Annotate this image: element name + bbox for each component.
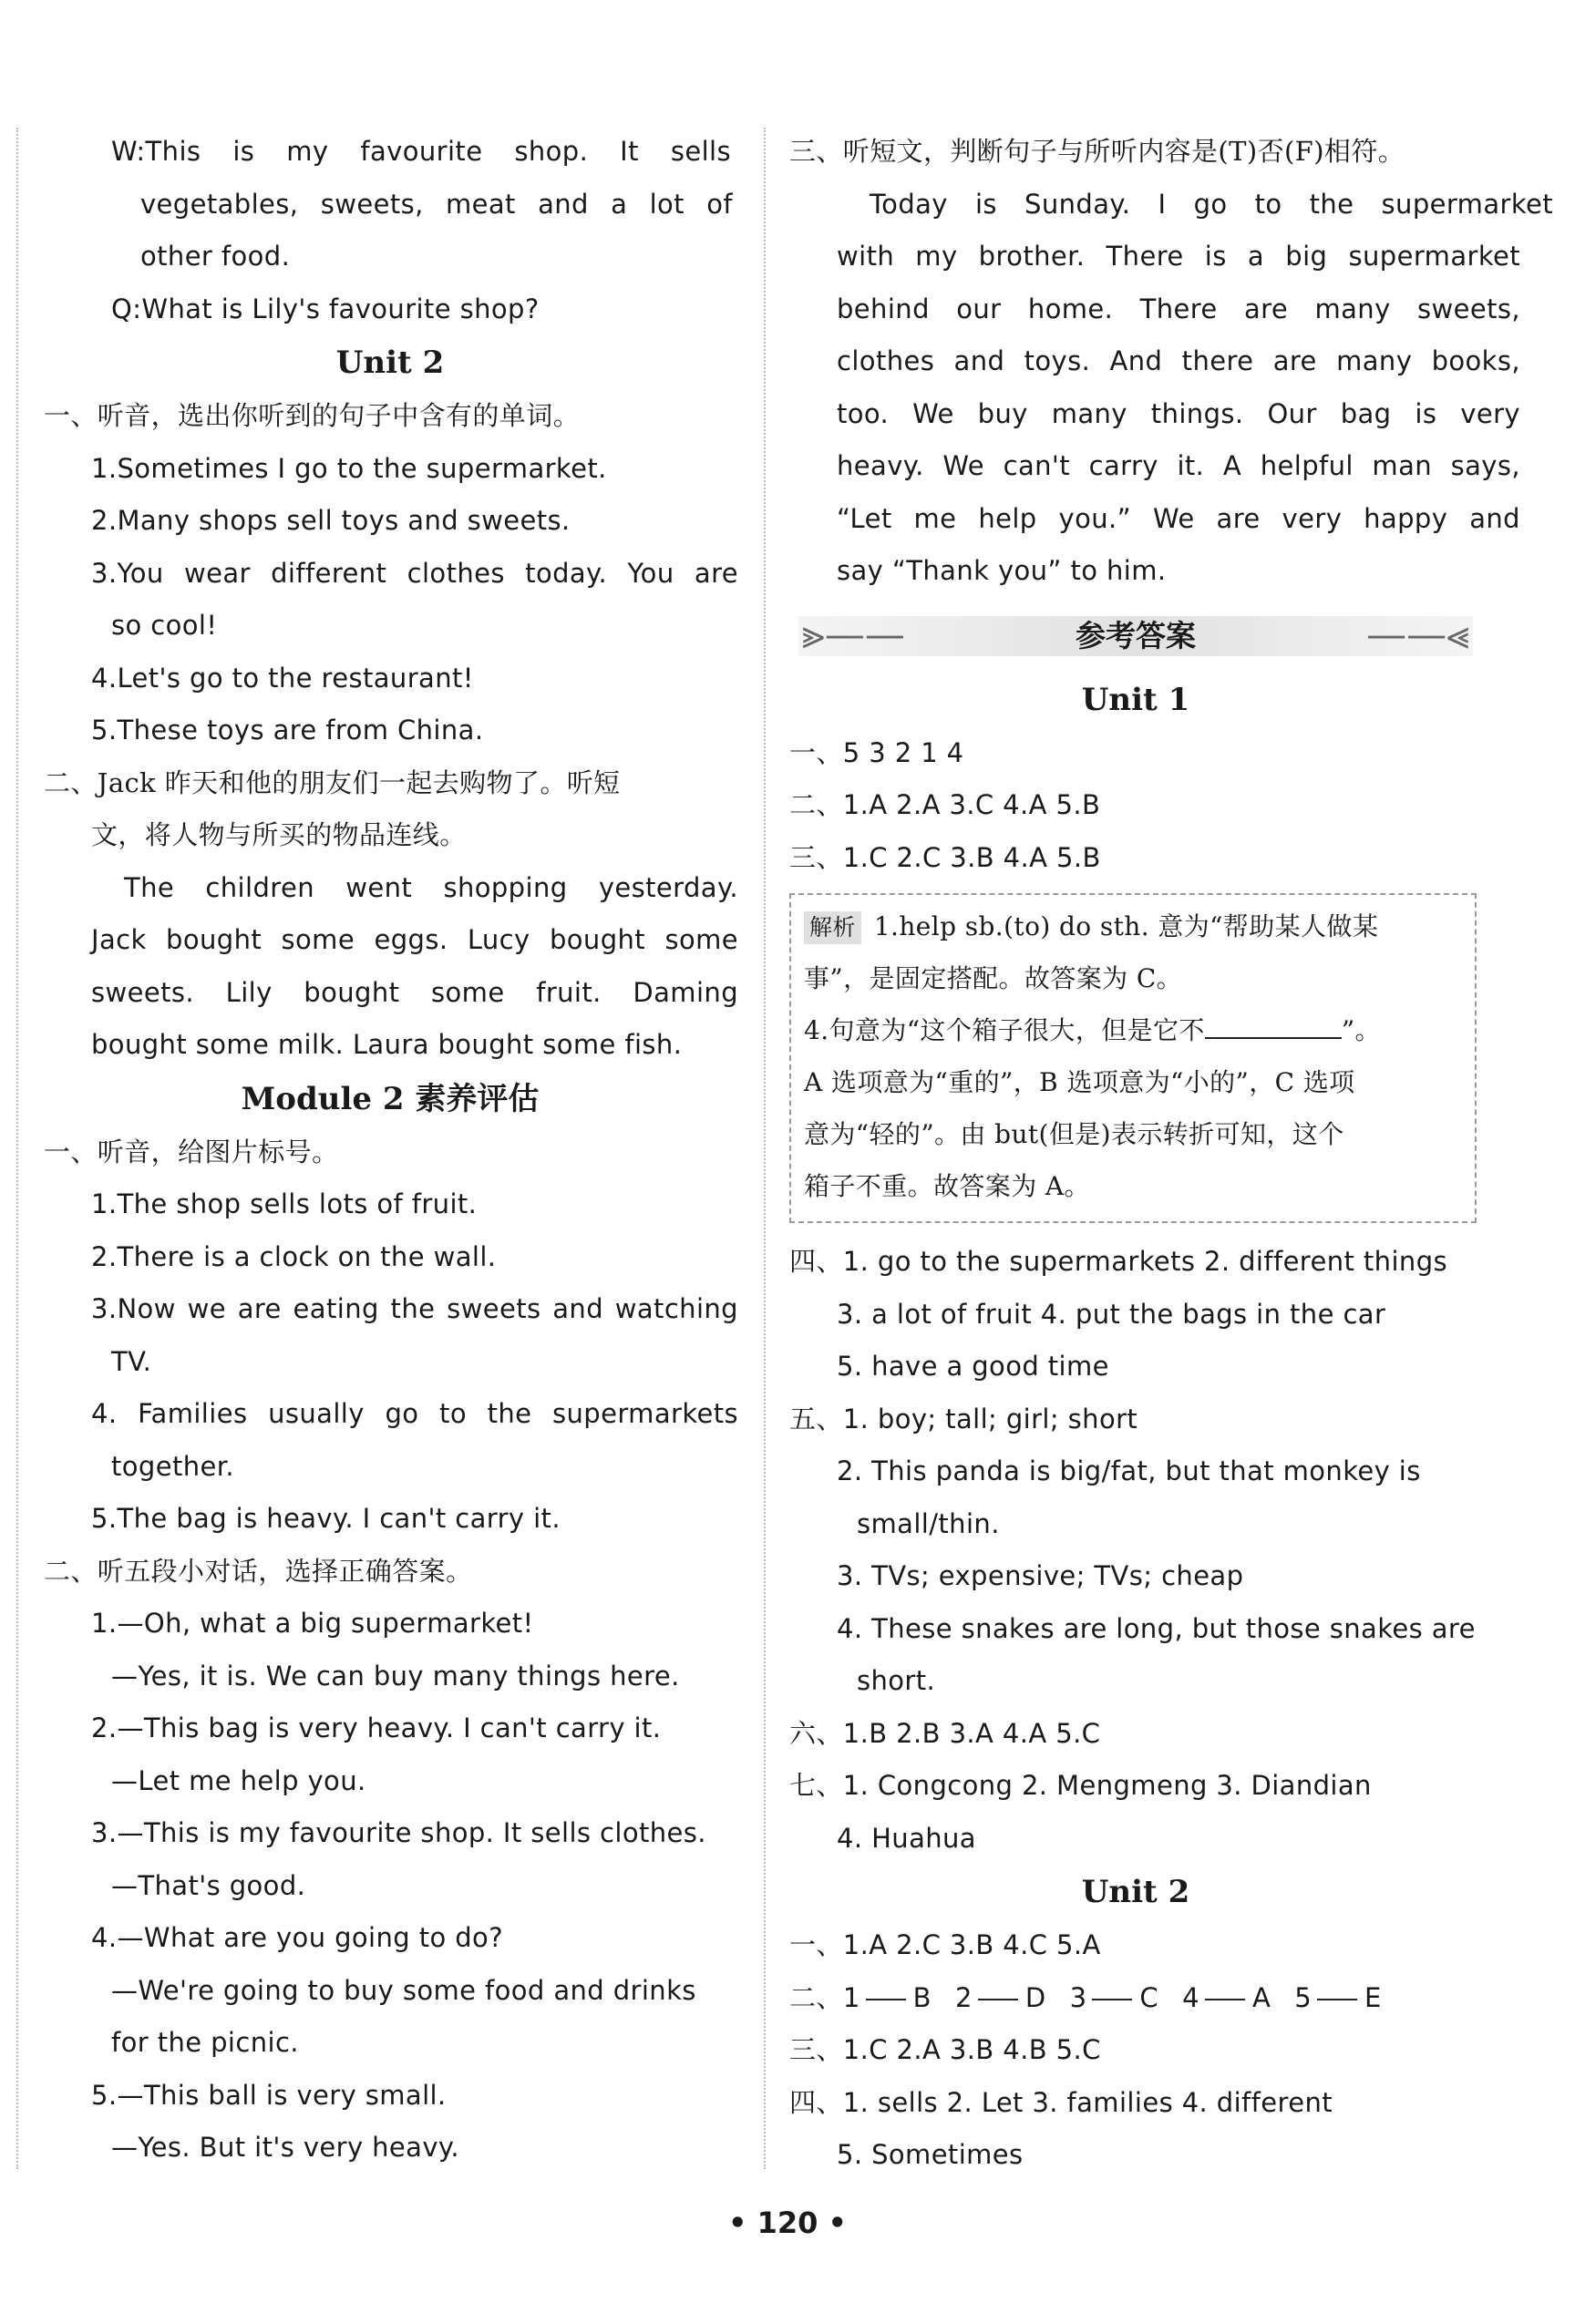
match-number: 2 xyxy=(954,1981,973,2013)
match-connector xyxy=(1205,1999,1245,2000)
answer-heading-unit1: Unit 1 xyxy=(1081,681,1190,718)
dialog-line: for the picnic. xyxy=(111,2027,299,2058)
passage-line: The children went shopping yesterday. xyxy=(124,871,738,903)
answer-line: 5. have a good time xyxy=(837,1351,1109,1382)
left-arrow-ornament-icon: ⪢—— xyxy=(802,611,905,658)
answer-line: 3. TVs; expensive; TVs; cheap xyxy=(837,1560,1244,1591)
dialog-line: 2.—This bag is very heavy. I can't carry it. xyxy=(91,1712,662,1743)
dialog-q-line: Q:What is Lily's favourite shop? xyxy=(111,293,540,324)
match-number: 1 xyxy=(842,1981,860,2013)
instruction: 三、听短文，判断句子与所听内容是(T)否(F)相符。 xyxy=(789,136,1405,167)
passage-line: bought some milk. Laura bought some fish. xyxy=(91,1029,683,1060)
match-connector xyxy=(1317,1999,1357,2000)
list-item: 1.Sometimes I go to the supermarket. xyxy=(91,452,607,484)
dialog-line: —That's good. xyxy=(111,1869,306,1901)
list-item: 4. Families usually go to the supermarkets xyxy=(91,1398,738,1429)
left-margin-rule xyxy=(16,128,18,2169)
answer-line: 5. Sometimes xyxy=(837,2139,1024,2170)
right-column xyxy=(789,126,1553,2182)
analysis-line: 意为“轻的”。由 but(但是)表示转折可知，这个 xyxy=(804,1119,1344,1149)
passage-line: sweets. Lily bought some fruit. Daming xyxy=(91,976,738,1008)
section-heading-module2: Module 2 素养评估 xyxy=(241,1080,540,1117)
analysis-line: 箱子不重。故答案为 A。 xyxy=(804,1171,1090,1201)
passage-line: heavy. We can't carry it. A helpful man says, xyxy=(837,450,1520,481)
passage-line: too. We buy many things. Our bag is very xyxy=(837,397,1520,429)
analysis-tag: 解析 xyxy=(804,911,861,944)
answer-line: 三、1.C 2.C 3.B 4.A 5.B xyxy=(789,841,1101,873)
match-letter: D xyxy=(1024,1981,1046,2013)
list-item: so cool! xyxy=(111,610,218,641)
answer-line: 一、1.A 2.C 3.B 4.C 5.A xyxy=(789,1929,1101,1960)
analysis-line: 事”，是固定搭配。故答案为 C。 xyxy=(804,963,1183,993)
analysis-line: A 选项意为“重的”，B 选项意为“小的”，C 选项 xyxy=(804,1067,1355,1097)
dialog-line: 3.—This is my favourite shop. It sells clothes. xyxy=(91,1817,706,1848)
dialog-line: 1.—Oh, what a big supermarket! xyxy=(91,1608,534,1639)
passage-line: Jack bought some eggs. Lucy bought some xyxy=(91,924,738,955)
analysis-line: ”。 xyxy=(1341,1015,1381,1045)
answer-key-banner xyxy=(789,600,1482,673)
list-item: 5.The bag is heavy. I can't carry it. xyxy=(91,1503,561,1534)
passage-line: Today is Sunday. I go to the supermarket xyxy=(870,188,1553,220)
match-letter: C xyxy=(1139,1981,1159,2013)
passage-line: say “Thank you” to him. xyxy=(837,555,1167,586)
answer-line: 一、5 3 2 1 4 xyxy=(789,736,964,768)
matching-answer-line xyxy=(789,1972,1482,2025)
matching-prefix: 二、 xyxy=(789,1981,843,2013)
answer-line: 3. a lot of fruit 4. put the bags in the car xyxy=(837,1298,1386,1330)
page-number: • 120 • xyxy=(728,2206,847,2240)
dialog-w-line: other food. xyxy=(140,241,291,272)
match-connector xyxy=(1092,1999,1132,2000)
answer-line: 七、1. Congcong 2. Mengmeng 3. Diandian xyxy=(789,1770,1372,1801)
match-letter: A xyxy=(1251,1981,1271,2013)
answer-line: 4. Huahua xyxy=(837,1822,976,1854)
answer-line: 六、1.B 2.B 3.A 4.A 5.C xyxy=(789,1717,1101,1749)
list-item: 3.You wear different clothes today. You are xyxy=(91,557,738,589)
answer-line: 4. These snakes are long, but those snakes are xyxy=(837,1612,1476,1644)
instruction: 一、听音，给图片标号。 xyxy=(44,1136,339,1167)
answer-key-title: 参考答案 xyxy=(1076,617,1196,653)
dialog-line: 4.—What are you going to do? xyxy=(91,1922,503,1953)
match-number: 4 xyxy=(1182,1981,1199,2013)
match-number: 5 xyxy=(1294,1981,1312,2013)
dialog-line: —Let me help you. xyxy=(111,1764,366,1796)
analysis-line: 4.句意为“这个箱子很大，但是它不 xyxy=(804,1015,1205,1045)
dialog-line: —Yes. But it's very heavy. xyxy=(111,2132,459,2163)
passage-line: clothes and toys. And there are many books, xyxy=(837,345,1520,376)
passage-line: behind our home. There are many sweets, xyxy=(837,293,1520,324)
match-connector xyxy=(866,1999,906,2000)
instruction: 二、Jack 昨天和他的朋友们一起去购物了。听短 xyxy=(44,766,621,798)
answer-line: small/thin. xyxy=(857,1507,1000,1539)
analysis-line: 1.help sb.(to) do sth. 意为“帮助某人做某 xyxy=(873,911,1379,941)
answer-line: 二、1.A 2.A 3.C 4.A 5.B xyxy=(789,789,1101,820)
answer-heading-unit2: Unit 2 xyxy=(1081,1874,1190,1910)
dialog-line: —We're going to buy some food and drinks xyxy=(111,1974,696,2006)
answer-line: 四、1. sells 2. Let 3. families 4. different xyxy=(789,2086,1333,2118)
left-column xyxy=(44,126,736,2175)
passage-line: “Let me help you.” We are very happy and xyxy=(837,502,1520,534)
list-item: together. xyxy=(111,1450,235,1482)
list-item: 2.There is a clock on the wall. xyxy=(91,1240,497,1272)
dialog-line: —Yes, it is. We can buy many things here. xyxy=(111,1660,680,1692)
instruction: 文，将人物与所买的物品连线。 xyxy=(91,819,467,850)
match-connector xyxy=(978,1999,1018,2000)
list-item: 5.These toys are from China. xyxy=(91,715,484,746)
list-item: TV. xyxy=(111,1345,152,1377)
answer-line: 五、1. boy; tall; girl; short xyxy=(789,1403,1138,1435)
match-letter: B xyxy=(912,1981,932,2013)
list-item: 3.Now we are eating the sweets and watching xyxy=(91,1293,738,1324)
instruction: 二、听五段小对话，选择正确答案。 xyxy=(44,1555,473,1587)
match-number: 3 xyxy=(1069,1981,1087,2013)
match-letter: E xyxy=(1364,1981,1382,2013)
answer-line: short. xyxy=(857,1665,936,1696)
answer-blank xyxy=(1205,1013,1342,1039)
passage-line: with my brother. There is a big supermarket xyxy=(837,241,1520,272)
list-item: 2.Many shops sell toys and sweets. xyxy=(91,505,571,536)
dialog-w-line: W:This is my favourite shop. It sells xyxy=(111,136,731,167)
analysis-box xyxy=(789,893,1477,1223)
answer-line: 四、1. go to the supermarkets 2. different things xyxy=(789,1246,1448,1277)
list-item: 4.Let's go to the restaurant! xyxy=(91,662,474,694)
column-divider xyxy=(764,128,766,2169)
list-item: 1.The shop sells lots of fruit. xyxy=(91,1188,478,1219)
dialog-line: 5.—This ball is very small. xyxy=(91,2079,447,2111)
answer-line: 三、1.C 2.A 3.B 4.B 5.C xyxy=(789,2034,1101,2065)
right-arrow-ornament-icon: ——⪡ xyxy=(1366,611,1469,658)
dialog-w-line: vegetables, sweets, meat and a lot of xyxy=(140,188,733,220)
answer-line: 2. This panda is big/fat, but that monkey is xyxy=(837,1455,1421,1486)
instruction: 一、听音，选出你听到的句子中含有的单词。 xyxy=(44,400,581,431)
section-heading-unit2: Unit 2 xyxy=(335,344,445,381)
